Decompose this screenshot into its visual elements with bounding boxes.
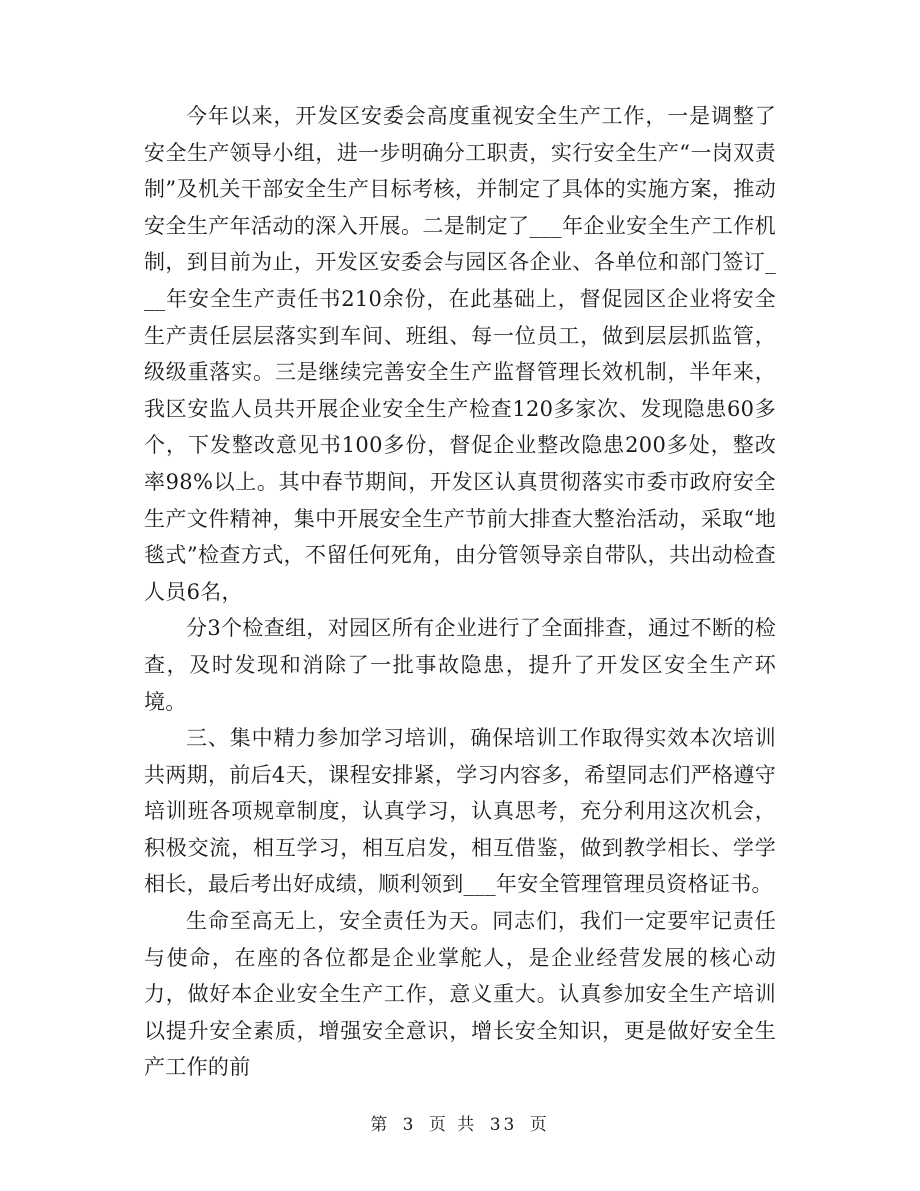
footer-prefix: 第 [370, 1115, 391, 1135]
paragraph-1: 今年以来，开发区安委会高度重视安全生产工作，一是调整了安全生产领导小组，进一步明确分工职责，实行安全生产“一岗双责制”及机关干部安全生产目标考核，并制定了具体的实施方案，推动安全生产年活动的深入开展。二是制定了___年企业安全生产工作机制，到目前为止，开发区安委会与园区各企业、各单位和部门签订___年安全生产责任书210余份，在此基础上，督促园区企业将安全生产责任层层落实到车间、班组、每一位员工，做到层层抓监管，级级重落实。三是继续完善安全生产监督管理长效机制，半年来，我区安监人员共开展企业安全生产检查120多家次、发现隐患60多个，下发整改意见书100多份，督促企业整改隐患200多处，整改率98%以上。其中春节期间，开发区认真贯彻落实市委市政府安全生产文件精神，集中开展安全生产节前大排查大整治活动，采取“地毯式”检查方式，不留任何死角，由分管领导亲自带队，共出动检查人员6名， [144, 104, 776, 604]
footer-total-pages: 33 [489, 1115, 518, 1135]
footer-page-number: 3 [402, 1115, 417, 1135]
footer-suffix: 页 [529, 1115, 550, 1135]
page-footer [0, 1110, 920, 1135]
footer-middle: 页 共 [428, 1115, 478, 1135]
paragraph-4: 生命至高无上，安全责任为天。同志们，我们一定要牢记责任与使命，在座的各位都是企业掌舵人，是企业经营发展的核心动力，做好本企业安全生产工作，意义重大。认真参加安全生产培训以提升安全素质，增强安全意识，增长安全知识，更是做好安全生产工作的前 [144, 909, 776, 1080]
paragraph-3: 三、集中精力参加学习培训，确保培训工作取得实效本次培训共两期，前后4天，课程安排紧，学习内容多，希望同志们严格遵守培训班各项规章制度，认真学习，认真思考，充分利用这次机会，积极交流，相互学习，相互启发，相互借鉴，做到教学相长、学学相长，最后考出好成绩，顺利领到___年安全管理管理员资格证书。 [144, 726, 776, 897]
paragraph-2: 分3个检查组，对园区所有企业进行了全面排查，通过不断的检查，及时发现和消除了一批事故隐患，提升了开发区安全生产环境。 [144, 616, 776, 714]
document-body [144, 98, 776, 1086]
